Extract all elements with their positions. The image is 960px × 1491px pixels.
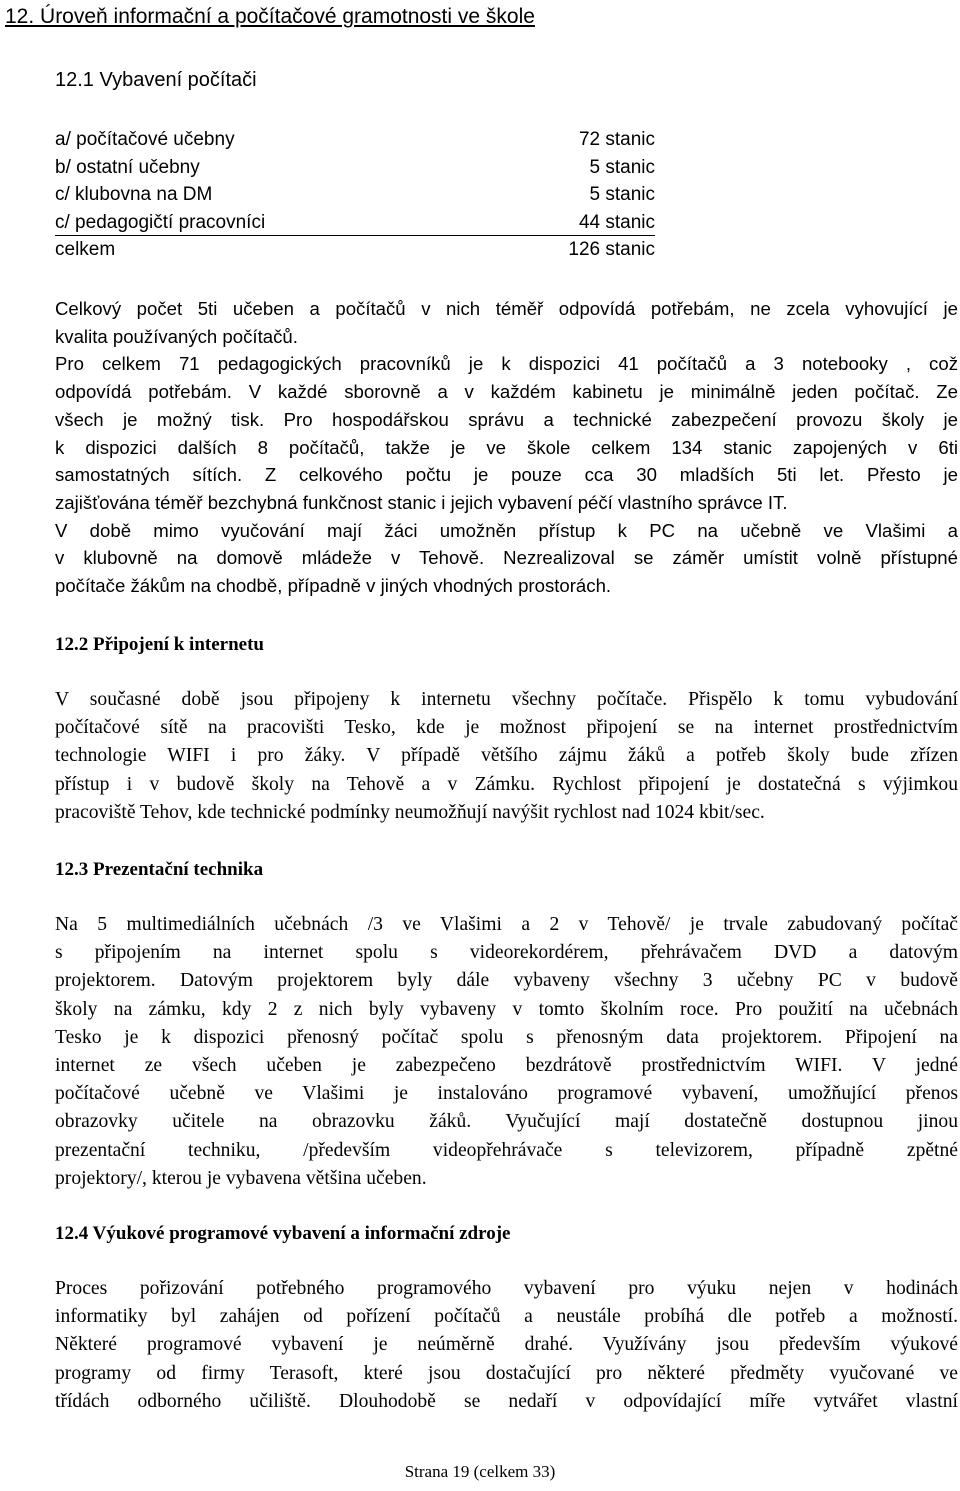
- section-2-paragraph: [55, 686, 958, 827]
- equipment-row: [55, 181, 655, 209]
- text-line: s připojením na internet spolu s videorekordérem, přehrávačem DVD a datovým: [55, 942, 958, 964]
- section-3-title: 12.3 Prezentační technika: [55, 859, 264, 880]
- equipment-value: 72 stanic: [578, 129, 655, 150]
- text-line: Celkový počet 5ti učeben a počítačů v nich téměř odpovídá potřebám, ne zcela vyhovující je: [55, 298, 958, 319]
- equipment-list: [55, 126, 655, 264]
- text-line: všech je možný tisk. Pro hospodářskou správu a technické zabezpečení provozu školy je: [55, 408, 958, 430]
- equipment-value: 44 stanic: [578, 211, 655, 233]
- text-line: školy na zámku, kdy 2 z nich byly vybaveny v tomto školním roce. Pro použití na učebnách: [55, 998, 958, 1020]
- text-line: počítače žákům na chodbě, případně v jiných vhodných prostorách.: [55, 575, 612, 597]
- equipment-label: b/ ostatní učebny: [55, 156, 200, 178]
- equipment-value: 5 stanic: [589, 156, 655, 178]
- text-line: V době mimo vyučování mají žáci umožněn přístup k PC na učebně ve Vlašimi a: [55, 519, 958, 541]
- equipment-value: 126 stanic: [568, 239, 655, 260]
- equipment-row: [55, 126, 655, 154]
- text-line: Tesko je k dispozici přenosný počítač spolu s přenosným data projektorem. Připojení na: [55, 1026, 958, 1048]
- text-line: zajišťována téměř bezchybná funkčnost stanic i jejich vybavení péčí vlastního správce IT.: [55, 491, 788, 513]
- text-line: V současné době jsou připojeny k internetu všechny počítače. Přispělo k tomu vybudování: [55, 689, 958, 710]
- text-line: Některé programové vybavení je neúměrně drahé. Využívány jsou především výukové: [55, 1334, 958, 1356]
- text-line: prezentační techniku, /především videopřehrávače s televizorem, případně zpětné: [55, 1139, 958, 1161]
- text-line: informatiky byl zahájen od pořízení počítačů a neustále probíhá dle potřeb a možností.: [55, 1306, 958, 1328]
- text-line: odpovídá potřebám. V každé sborovně a v každém kabinetu je minimálně jeden počítač. Ze: [55, 381, 958, 403]
- text-line: Na 5 multimediálních učebnách /3 ve Vlašimi a 2 v Tehově/ je trvale zabudovaný počítač: [55, 914, 958, 935]
- equipment-value: 5 stanic: [589, 184, 655, 205]
- section-1-title: 12.1 Vybavení počítači: [55, 69, 257, 91]
- section-4-title: 12.4 Výukové programové vybavení a informační zdroje: [55, 1223, 511, 1244]
- text-line: internet ze všech učeben je zabezpečeno bezdrátově prostřednictvím WIFI. V jedné: [55, 1055, 958, 1077]
- equipment-label: c/ pedagogičtí pracovníci: [55, 211, 266, 233]
- text-line: projektorem. Datovým projektorem byly dále vybaveny všechny 3 učebny PC v budově: [55, 970, 958, 992]
- text-line: přístup i v budově školy na Tehově a v Zámku. Rychlost připojení je dostatečná s výjimkou: [55, 773, 958, 795]
- text-line: kvalita používaných počítačů.: [55, 325, 298, 347]
- text-line: k dispozici dalších 8 počítačů, takže je ve škole celkem 134 stanic zapojených v 6ti: [55, 436, 958, 458]
- chapter-title: 12. Úroveň informační a počítačové gramotnosti ve škole: [5, 5, 535, 28]
- text-line: Proces pořizování potřebného programového vybavení pro výuku nejen v hodinách: [55, 1278, 958, 1299]
- section-1-paragraph: [55, 295, 958, 600]
- equipment-label: c/ klubovna na DM: [55, 184, 213, 205]
- text-line: počítačové sítě na pracovišti Tesko, kde je možnost připojení se na internet prostřednictvím: [55, 717, 958, 739]
- section-4-paragraph: [55, 1275, 958, 1416]
- text-line: počítačové učebně ve Vlašimi je instalováno programové vybavení, umožňující přenos: [55, 1083, 958, 1105]
- equipment-label: a/ počítačové učebny: [55, 129, 235, 150]
- equipment-total-row: [55, 236, 655, 264]
- page-footer: Strana 19 (celkem 33): [404, 1462, 556, 1481]
- text-line: programy od firmy Terasoft, které jsou dostačující pro některé předměty vyučované ve: [55, 1362, 958, 1384]
- text-line: třídách odborného učiliště. Dlouhodobě se nedaří v odpovídající míře vytvářet vlastní: [55, 1390, 958, 1412]
- equipment-label: celkem: [55, 239, 116, 260]
- text-line: obrazovky učitele na obrazovku žáků. Vyučující mají dostatečně dostupnou jinou: [55, 1111, 958, 1133]
- text-line: v klubovně na domově mládeže v Tehově. Nezrealizoval se záměr umístit volně přístupné: [55, 547, 958, 569]
- equipment-row: [55, 154, 655, 182]
- equipment-row: [55, 209, 655, 237]
- text-line: Pro celkem 71 pedagogických pracovníků je k dispozici 41 počítačů a 3 notebooky , což: [55, 353, 958, 375]
- text-line: technologie WIFI i pro žáky. V případě většího zájmu žáků a potřeb školy bude zřízen: [55, 745, 958, 767]
- text-line: pracoviště Tehov, kde technické podmínky neumožňují navýšit rychlost nad 1024 kbit/sec.: [55, 801, 765, 823]
- text-line: samostatných sítích. Z celkového počtu je pouze cca 30 mladších 5ti let. Přesto je: [55, 464, 958, 486]
- text-line: projektory/, kterou je vybavena většina učeben.: [55, 1167, 427, 1189]
- section-3-paragraph: [55, 911, 958, 1193]
- section-2-title: 12.2 Připojení k internetu: [55, 634, 264, 655]
